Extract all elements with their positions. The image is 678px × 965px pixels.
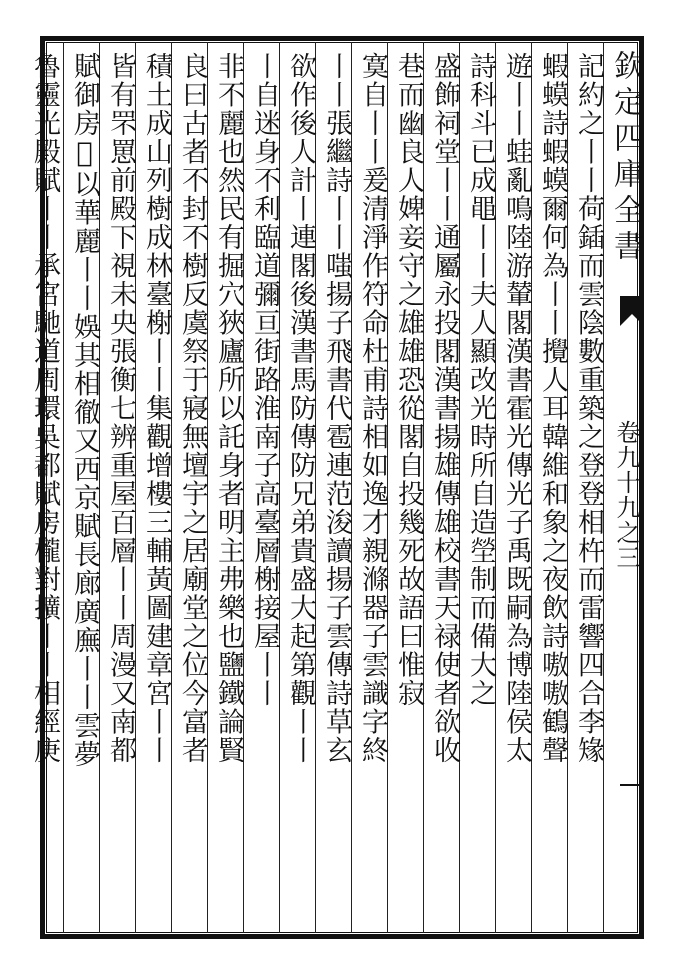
text-column-5: 盛飾祠堂丨丨通屬永投閣漢書揚雄傳雄校書天禄使者欲收 [429, 52, 460, 765]
text-column-16: 魯靈光殿賦丨丨承宮馳道周環吳都賦房櫳對擴丨丨相經庚 [29, 52, 60, 765]
fishtail-mark-upper [620, 296, 644, 326]
text-column-11: 非不麗也然民有掘穴狹廬所以託身者明主弗樂也鹽鐵論賢 [213, 52, 244, 765]
text-column-12: 良曰古者不封不樹反虞祭于寢無壇宇之居廟堂之位今富者 [177, 52, 208, 765]
text-column-10: 丨自迷身不利臨道彌亘街路淮南子高臺層榭接屋丨丨 [249, 52, 280, 708]
text-column-9: 欲作後人計丨連閣後漢書馬防傳防兄弟貴盛大起第觀丨丨 [285, 52, 316, 765]
margin-volume-label: 卷九十九之三 [612, 420, 640, 570]
margin-book-title: 欽定四庫全書 [608, 50, 643, 266]
text-column-8: 丨丨張繼詩丨丨嗤揚子飛書代雹連范浚讀揚子雲傳詩草玄 [321, 52, 352, 765]
text-column-14: 皆有罘罳前殿下視未央張衡七辨重屋百層丨丨周漫又南都 [105, 52, 136, 765]
text-column-2: 蝦蟆詩蝦蟆爾何為丨丨攪人耳韓維和象之夜飲詩嗷嗷鶴聲 [537, 52, 568, 765]
text-column-1: 記約之丨丨荷鍤而雲陰數重築之登登相杵而雷響四合李䂕 [573, 52, 604, 765]
text-column-3: 遊丨丨蛙亂鳴陸游輦閣漢書霍光傳光子禹既嗣為博陸侯太 [501, 52, 532, 765]
text-column-6: 巷而幽良人婢妾守之雄雄恐從閣自投幾死故語曰惟寂 [393, 52, 424, 708]
fishtail-mark-lower [620, 770, 644, 800]
text-column-13: 積土成山列樹成林臺榭丨丨集觀增樓三輔黃圖建章宮丨丨 [141, 52, 172, 765]
text-column-15: 賦御房𢾾以華麗丨丨娛其相徹又西京賦長廊廣廡丨丨雲夢 [69, 52, 100, 769]
text-column-7: 寞自丨丨爰清淨作符命杜甫詩相如逸才親滌器子雲識字終 [357, 52, 388, 765]
text-column-4: 詩科斗已成黽丨丨夫人顯改光時所自造塋制而備大之 [465, 52, 496, 708]
